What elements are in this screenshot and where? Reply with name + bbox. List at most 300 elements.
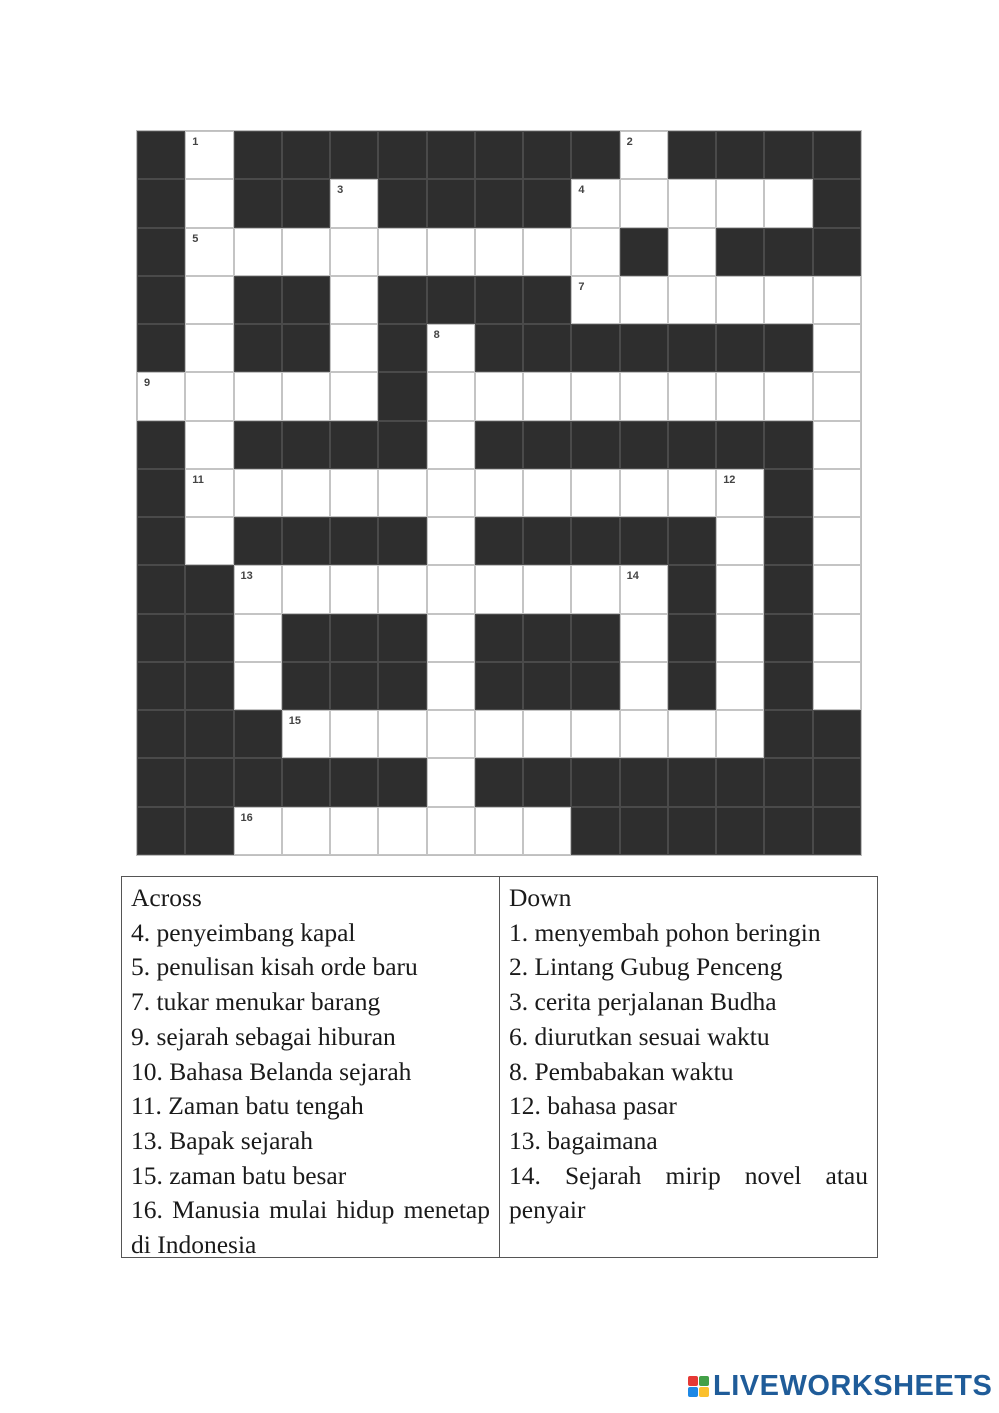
answer-cell[interactable]: [620, 710, 668, 758]
letter-input[interactable]: [428, 615, 474, 661]
block-cell: [234, 421, 282, 469]
answer-cell[interactable]: [813, 372, 861, 420]
answer-cell[interactable]: [137, 372, 185, 420]
letter-input[interactable]: [765, 373, 811, 419]
answer-cell[interactable]: [668, 469, 716, 517]
letter-input[interactable]: [428, 470, 474, 516]
block-cell: [137, 565, 185, 613]
down-clue: 13. bagaimana: [509, 1125, 658, 1155]
answer-cell[interactable]: [185, 228, 233, 276]
answer-cell[interactable]: [427, 324, 475, 372]
answer-cell[interactable]: [185, 324, 233, 372]
answer-cell[interactable]: [234, 614, 282, 662]
letter-input[interactable]: [283, 373, 329, 419]
answer-cell[interactable]: [427, 372, 475, 420]
letter-input[interactable]: [331, 566, 377, 612]
block-cell: [668, 758, 716, 806]
answer-cell[interactable]: [475, 565, 523, 613]
answer-cell[interactable]: [185, 276, 233, 324]
clue-number: 12: [723, 473, 736, 486]
answer-cell[interactable]: [716, 372, 764, 420]
clue-number: 2: [626, 136, 633, 148]
down-clue: 8. Pembabakan waktu: [509, 1056, 734, 1086]
logo-text: LIVEWORKSHEETS: [713, 1370, 993, 1402]
letter-input[interactable]: [717, 615, 763, 661]
block-cell: [764, 131, 812, 179]
answer-cell[interactable]: [427, 469, 475, 517]
letter-input[interactable]: [331, 373, 377, 419]
down-clue: 14. Sejarah mirip novel atau penyair: [509, 1160, 868, 1225]
letter-input[interactable]: [428, 229, 474, 275]
across-clue: 11. Zaman batu tengah: [131, 1091, 364, 1121]
block-cell: [282, 517, 330, 565]
clue-number: 7: [578, 280, 585, 293]
letter-input[interactable]: [428, 808, 474, 854]
across-clue: 16. Manusia mulai hidup menetap di Indonesia: [131, 1195, 490, 1260]
block-cell: [185, 807, 233, 855]
block-cell: [378, 662, 426, 710]
letter-input[interactable]: [186, 518, 232, 564]
block-cell: [571, 324, 619, 372]
across-clue: 15. zaman batu besar: [131, 1160, 347, 1190]
letter-input[interactable]: [186, 325, 232, 371]
answer-cell[interactable]: [185, 469, 233, 517]
letter-input[interactable]: [814, 373, 860, 419]
answer-cell[interactable]: [185, 179, 233, 227]
block-cell: [137, 807, 185, 855]
answer-cell[interactable]: [523, 228, 571, 276]
clue-number: 1: [192, 136, 199, 148]
answer-cell[interactable]: [813, 662, 861, 710]
answer-cell[interactable]: [427, 228, 475, 276]
block-cell: [620, 807, 668, 855]
letter-input[interactable]: [476, 566, 522, 612]
block-cell: [764, 565, 812, 613]
letter-input[interactable]: [572, 470, 618, 516]
letter-input[interactable]: [814, 518, 860, 564]
across-clue: 10. Bahasa Belanda sejarah: [131, 1056, 412, 1086]
answer-cell[interactable]: [620, 662, 668, 710]
answer-cell[interactable]: [378, 565, 426, 613]
block-cell: [571, 517, 619, 565]
answer-cell[interactable]: [330, 179, 378, 227]
block-cell: [234, 758, 282, 806]
across-clue: 4. penyeimbang kapal: [131, 917, 356, 947]
across-clue: 7. tukar menukar barang: [131, 987, 381, 1017]
letter-input[interactable]: [331, 325, 377, 371]
across-clue: 9. sejarah sebagai hiburan: [131, 1021, 396, 1051]
block-cell: [716, 807, 764, 855]
letter-input[interactable]: [717, 566, 763, 612]
letter-input[interactable]: [524, 229, 570, 275]
block-cell: [475, 276, 523, 324]
letter-input[interactable]: [428, 663, 474, 709]
logo-square-green: [699, 1376, 709, 1386]
answer-cell[interactable]: [571, 710, 619, 758]
block-cell: [716, 131, 764, 179]
block-cell: [764, 807, 812, 855]
letter-input[interactable]: [765, 277, 811, 323]
answer-cell[interactable]: [330, 372, 378, 420]
answer-cell[interactable]: [185, 517, 233, 565]
answer-cell[interactable]: [330, 228, 378, 276]
block-cell: [378, 372, 426, 420]
letter-input[interactable]: [331, 277, 377, 323]
letter-input[interactable]: [669, 711, 715, 757]
answer-cell[interactable]: [427, 565, 475, 613]
answer-cell[interactable]: [234, 228, 282, 276]
logo-square-red: [688, 1376, 698, 1386]
block-cell: [475, 614, 523, 662]
answer-cell[interactable]: [716, 614, 764, 662]
block-cell: [475, 131, 523, 179]
answer-cell[interactable]: [523, 710, 571, 758]
answer-cell[interactable]: [813, 517, 861, 565]
answer-cell[interactable]: [620, 565, 668, 613]
letter-input[interactable]: [572, 229, 618, 275]
answer-cell[interactable]: [234, 565, 282, 613]
down-clue: 2. Lintang Gubug Penceng: [509, 952, 783, 982]
letter-input[interactable]: [717, 373, 763, 419]
block-cell: [668, 565, 716, 613]
clue-number: 8: [433, 329, 440, 342]
answer-cell[interactable]: [185, 131, 233, 179]
answer-cell[interactable]: [427, 662, 475, 710]
block-cell: [330, 614, 378, 662]
letter-input[interactable]: [476, 373, 522, 419]
letter-input[interactable]: [717, 711, 763, 757]
block-cell: [668, 131, 716, 179]
letter-input[interactable]: [814, 615, 860, 661]
letter-input[interactable]: [235, 808, 281, 854]
answer-cell[interactable]: [330, 469, 378, 517]
answer-cell[interactable]: [716, 517, 764, 565]
block-cell: [764, 758, 812, 806]
answer-cell[interactable]: [475, 372, 523, 420]
letter-input[interactable]: [379, 229, 425, 275]
letter-input[interactable]: [717, 277, 763, 323]
letter-input[interactable]: [235, 470, 281, 516]
answer-cell[interactable]: [282, 710, 330, 758]
block-cell: [523, 517, 571, 565]
block-cell: [475, 662, 523, 710]
letter-input[interactable]: [186, 422, 232, 468]
letter-input[interactable]: [669, 277, 715, 323]
block-cell: [282, 421, 330, 469]
letter-input[interactable]: [717, 180, 763, 226]
answer-cell[interactable]: [571, 228, 619, 276]
answer-cell[interactable]: [764, 179, 812, 227]
letter-input[interactable]: [621, 132, 667, 178]
answer-cell[interactable]: [282, 807, 330, 855]
letter-input[interactable]: [235, 373, 281, 419]
answer-cell[interactable]: [716, 179, 764, 227]
logo-square-yellow: [699, 1387, 709, 1397]
letter-input[interactable]: [669, 180, 715, 226]
clue-number: 3: [337, 184, 344, 197]
answer-cell[interactable]: [523, 372, 571, 420]
letter-input[interactable]: [524, 470, 570, 516]
answer-cell[interactable]: [427, 614, 475, 662]
block-cell: [234, 276, 282, 324]
answer-cell[interactable]: [620, 179, 668, 227]
answer-cell[interactable]: [475, 710, 523, 758]
letter-input[interactable]: [814, 566, 860, 612]
letter-input[interactable]: [572, 180, 618, 226]
answer-cell[interactable]: [330, 710, 378, 758]
answer-cell[interactable]: [620, 469, 668, 517]
block-cell: [523, 324, 571, 372]
answer-cell[interactable]: [330, 565, 378, 613]
block-cell: [813, 807, 861, 855]
down-column: [500, 877, 877, 1257]
letter-input[interactable]: [669, 229, 715, 275]
letter-input[interactable]: [283, 808, 329, 854]
clue-number: 15: [288, 715, 302, 728]
letter-input[interactable]: [283, 566, 329, 612]
letter-input[interactable]: [669, 373, 715, 419]
letter-input[interactable]: [331, 180, 377, 226]
letter-input[interactable]: [428, 518, 474, 564]
letter-input[interactable]: [379, 470, 425, 516]
block-cell: [571, 807, 619, 855]
answer-cell[interactable]: [282, 372, 330, 420]
block-cell: [282, 131, 330, 179]
letter-input[interactable]: [476, 229, 522, 275]
answer-cell[interactable]: [620, 131, 668, 179]
letter-input[interactable]: [814, 422, 860, 468]
letter-input[interactable]: [428, 711, 474, 757]
block-cell: [185, 710, 233, 758]
answer-cell[interactable]: [378, 807, 426, 855]
letter-input[interactable]: [621, 373, 667, 419]
letter-input[interactable]: [621, 180, 667, 226]
letter-input[interactable]: [138, 373, 184, 419]
letter-input[interactable]: [186, 373, 232, 419]
answer-cell[interactable]: [813, 421, 861, 469]
block-cell: [282, 662, 330, 710]
block-cell: [330, 758, 378, 806]
answer-cell[interactable]: [234, 469, 282, 517]
letter-input[interactable]: [379, 566, 425, 612]
answer-cell[interactable]: [716, 710, 764, 758]
letter-input[interactable]: [186, 277, 232, 323]
answer-cell[interactable]: [330, 324, 378, 372]
answer-cell[interactable]: [716, 565, 764, 613]
answer-cell[interactable]: [813, 324, 861, 372]
answer-cell[interactable]: [282, 228, 330, 276]
block-cell: [668, 614, 716, 662]
clue-number: 11: [192, 473, 204, 486]
block-cell: [185, 758, 233, 806]
block-cell: [137, 131, 185, 179]
letter-input[interactable]: [476, 470, 522, 516]
letter-input[interactable]: [235, 229, 281, 275]
letter-input[interactable]: [428, 325, 474, 371]
letter-input[interactable]: [814, 470, 860, 516]
letter-input[interactable]: [428, 759, 474, 805]
letter-input[interactable]: [476, 711, 522, 757]
answer-cell[interactable]: [427, 807, 475, 855]
letter-input[interactable]: [524, 566, 570, 612]
answer-cell[interactable]: [427, 758, 475, 806]
block-cell: [571, 662, 619, 710]
block-cell: [571, 421, 619, 469]
letter-input[interactable]: [621, 277, 667, 323]
answer-cell[interactable]: [668, 710, 716, 758]
answer-cell[interactable]: [764, 276, 812, 324]
answer-cell[interactable]: [716, 276, 764, 324]
block-cell: [475, 517, 523, 565]
answer-cell[interactable]: [620, 276, 668, 324]
answer-cell[interactable]: [378, 228, 426, 276]
letter-input[interactable]: [717, 518, 763, 564]
answer-cell[interactable]: [523, 565, 571, 613]
block-cell: [137, 614, 185, 662]
letter-input[interactable]: [524, 711, 570, 757]
clue-number: 16: [240, 811, 253, 824]
letter-input[interactable]: [331, 711, 377, 757]
block-cell: [378, 179, 426, 227]
answer-cell[interactable]: [571, 469, 619, 517]
crossword-grid: [136, 130, 862, 856]
letter-input[interactable]: [379, 808, 425, 854]
letter-input[interactable]: [331, 229, 377, 275]
letter-input[interactable]: [572, 277, 618, 323]
letter-input[interactable]: [814, 663, 860, 709]
letter-input[interactable]: [186, 470, 232, 516]
answer-cell[interactable]: [620, 372, 668, 420]
answer-cell[interactable]: [571, 565, 619, 613]
answer-cell[interactable]: [571, 179, 619, 227]
letter-input[interactable]: [717, 470, 763, 516]
letter-input[interactable]: [572, 373, 618, 419]
down-clue: 1. menyembah pohon beringin: [509, 917, 821, 947]
letter-input[interactable]: [283, 711, 329, 757]
answer-cell[interactable]: [813, 565, 861, 613]
block-cell: [185, 662, 233, 710]
letter-input[interactable]: [428, 422, 474, 468]
letter-input[interactable]: [524, 373, 570, 419]
answer-cell[interactable]: [427, 421, 475, 469]
letter-input[interactable]: [428, 373, 474, 419]
block-cell: [813, 758, 861, 806]
block-cell: [137, 517, 185, 565]
letter-input[interactable]: [814, 277, 860, 323]
answer-cell[interactable]: [668, 179, 716, 227]
answer-cell[interactable]: [378, 710, 426, 758]
answer-cell[interactable]: [185, 421, 233, 469]
answer-cell[interactable]: [234, 807, 282, 855]
answer-cell[interactable]: [668, 228, 716, 276]
letter-input[interactable]: [717, 663, 763, 709]
block-cell: [813, 710, 861, 758]
letter-input[interactable]: [186, 229, 232, 275]
letter-input[interactable]: [476, 808, 522, 854]
answer-cell[interactable]: [813, 469, 861, 517]
block-cell: [234, 517, 282, 565]
answer-cell[interactable]: [764, 372, 812, 420]
answer-cell[interactable]: [571, 276, 619, 324]
answer-cell[interactable]: [475, 469, 523, 517]
block-cell: [764, 421, 812, 469]
answer-cell[interactable]: [185, 372, 233, 420]
answer-cell[interactable]: [716, 662, 764, 710]
letter-input[interactable]: [621, 470, 667, 516]
letter-input[interactable]: [235, 663, 281, 709]
block-cell: [716, 421, 764, 469]
answer-cell[interactable]: [716, 469, 764, 517]
answer-cell[interactable]: [234, 662, 282, 710]
answer-cell[interactable]: [523, 469, 571, 517]
block-cell: [137, 469, 185, 517]
letter-input[interactable]: [621, 615, 667, 661]
answer-cell[interactable]: [668, 372, 716, 420]
answer-cell[interactable]: [282, 565, 330, 613]
answer-cell[interactable]: [813, 614, 861, 662]
answer-cell[interactable]: [427, 710, 475, 758]
answer-cell[interactable]: [668, 276, 716, 324]
answer-cell[interactable]: [813, 276, 861, 324]
block-cell: [137, 228, 185, 276]
block-cell: [764, 614, 812, 662]
block-cell: [282, 324, 330, 372]
letter-input[interactable]: [572, 711, 618, 757]
letter-input[interactable]: [331, 470, 377, 516]
letter-input[interactable]: [283, 470, 329, 516]
letter-input[interactable]: [428, 566, 474, 612]
letter-input[interactable]: [814, 325, 860, 371]
letter-input[interactable]: [621, 711, 667, 757]
letter-input[interactable]: [765, 180, 811, 226]
answer-cell[interactable]: [427, 517, 475, 565]
letter-input[interactable]: [235, 566, 281, 612]
letter-input[interactable]: [283, 229, 329, 275]
answer-cell[interactable]: [330, 807, 378, 855]
block-cell: [378, 131, 426, 179]
letter-input[interactable]: [572, 566, 618, 612]
letter-input[interactable]: [235, 615, 281, 661]
block-cell: [571, 614, 619, 662]
answer-cell[interactable]: [620, 614, 668, 662]
answer-cell[interactable]: [475, 228, 523, 276]
letter-input[interactable]: [524, 808, 570, 854]
answer-cell[interactable]: [523, 807, 571, 855]
letter-input[interactable]: [186, 180, 232, 226]
letter-input[interactable]: [621, 663, 667, 709]
block-cell: [137, 324, 185, 372]
answer-cell[interactable]: [282, 469, 330, 517]
clue-number: 13: [240, 570, 253, 583]
letter-input[interactable]: [186, 132, 232, 178]
answer-cell[interactable]: [475, 807, 523, 855]
clue-number: 4: [578, 184, 585, 197]
block-cell: [378, 421, 426, 469]
block-cell: [523, 614, 571, 662]
block-cell: [813, 131, 861, 179]
letter-input[interactable]: [379, 711, 425, 757]
letter-input[interactable]: [621, 566, 667, 612]
block-cell: [282, 179, 330, 227]
letter-input[interactable]: [331, 808, 377, 854]
letter-input[interactable]: [669, 470, 715, 516]
answer-cell[interactable]: [330, 276, 378, 324]
answer-cell[interactable]: [234, 372, 282, 420]
answer-cell[interactable]: [378, 469, 426, 517]
across-clue: 13. Bapak sejarah: [131, 1125, 313, 1155]
block-cell: [137, 662, 185, 710]
answer-cell[interactable]: [571, 372, 619, 420]
